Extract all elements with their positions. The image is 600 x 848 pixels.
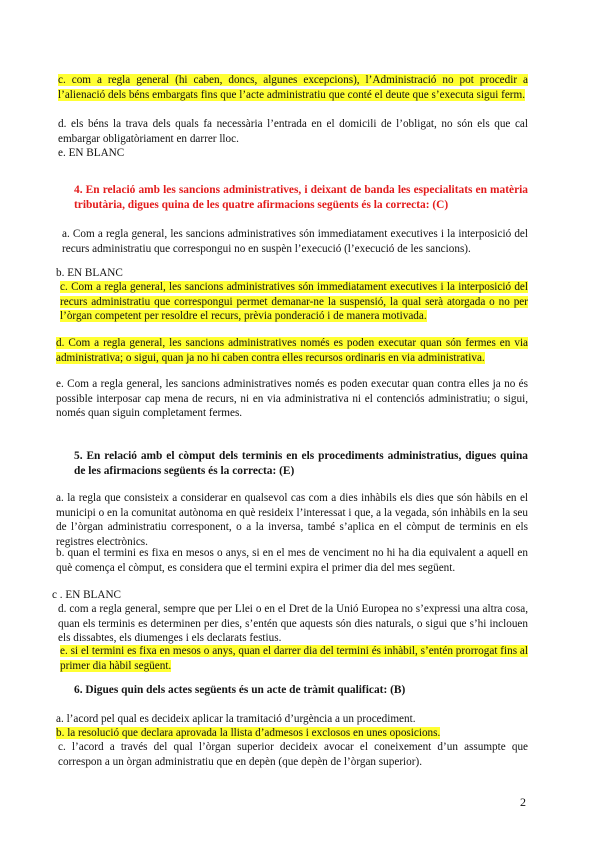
- option-text: la resolució que declara aprovada la llista d’admesos i exclosos en unes oposicions.: [67, 727, 441, 739]
- option-text: si el termini es fixa en mesos o anys, quan el darrer dia del termini és inhàbil, s’entén prorrogat fins al primer dia hàbil següent.: [60, 645, 529, 672]
- option-text: l’acord pel qual es decideix aplicar la tramitació d’urgència a un procediment.: [66, 713, 416, 725]
- option-text: EN BLANC: [67, 267, 123, 279]
- option-label: e.: [58, 147, 66, 159]
- option-text: la regla que consisteix a considerar en qualsevol cas com a dies inhàbils els dies que són hàbils en el municipi o en la comunitat autònoma en què resideix l’interessat i que, a la vegada, són inhàbils en la seu de l’òrgan administratiu corresponent, o a la inversa, també s’aplica en el còmput de terminis en els registres electrònics.: [56, 492, 529, 548]
- q4-option-b: [56, 266, 526, 281]
- q4-option-c: [60, 280, 528, 324]
- q4-option-e: [56, 377, 528, 421]
- option-text: Com a regla general, les sancions administratives són immediatament executives i la interposició del recurs administratiu que correspongui no en suspèn l’execució (l’execució de les sancions).: [62, 228, 528, 255]
- page-number: 2: [520, 795, 526, 809]
- option-label: c.: [58, 741, 66, 753]
- q6-option-c: [58, 740, 528, 769]
- option-label: b.: [56, 547, 65, 559]
- q5-option-c: [52, 588, 522, 603]
- highlight: [60, 645, 528, 672]
- highlight: [56, 337, 528, 364]
- option-text: EN BLANC: [65, 589, 121, 601]
- option-text: com a regla general (hi caben, doncs, algunes excepcions), l’Administració no pot procedir a l’alienació dels béns embargats fins que l’acte administratiu que conté el deute que s’executa sigui ferm.: [58, 74, 528, 101]
- q5-option-a: [56, 491, 528, 549]
- option-text: l’acord a través del qual l’òrgan superior decideix avocar el coneixement d’un assumpte que correspon a un òrgan administratiu que en depèn (que depèn de l’òrgan superior).: [58, 741, 528, 768]
- highlight: [60, 281, 528, 322]
- option-label: a.: [56, 492, 64, 504]
- option-label: c.: [58, 74, 66, 86]
- option-text: com a regla general, sempre que per Llei o en el Dret de la Unió Europea no s’expressi una altra cosa, quan els terminis es determinen per dies, s’entén que aquests són dies naturals, o sigui que s’hi inclouen els dissabtes, els diumenges i els declarats festius.: [58, 603, 529, 645]
- question-4-title: 4. En relació amb les sancions administratives, i deixant de banda les especialitats en matèria tributària, digues quina de les quatre afirmacions següents és la correcta: (C): [74, 184, 528, 211]
- option-label: d.: [56, 337, 65, 349]
- q4-option-d: [56, 336, 528, 365]
- option-label: c.: [60, 281, 68, 293]
- option-label: b.: [56, 267, 65, 279]
- q3-option-e: [58, 146, 528, 161]
- option-label: e.: [56, 378, 64, 390]
- q4-option-a: [62, 227, 528, 256]
- option-text: els béns la trava dels quals fa necessària l’entrada en el domicili de l’obligat, no són els que cal embargar obligatòriament en darrer lloc.: [58, 118, 528, 145]
- option-label: d.: [58, 118, 67, 130]
- option-text: EN BLANC: [68, 147, 125, 159]
- option-label: c .: [52, 589, 63, 601]
- q3-option-d: [58, 117, 528, 146]
- option-label: a.: [62, 228, 70, 240]
- question-6-title: 6. Digues quin dels actes següents és un acte de tràmit qualificat: (B): [74, 684, 406, 696]
- option-text: Com a regla general, les sancions administratives només es poden executar quan són fermes en via administrativa; o sigui, quan ja no hi caben contra elles recursos ordinaris en via administrativa.: [56, 337, 529, 364]
- q3-option-c: [58, 73, 528, 102]
- q5-option-b: [56, 546, 528, 575]
- option-text: Com a regla general, les sancions administratives són immediatament executives i la interposició del recurs administratiu que correspongui permet demanar-ne la suspensió, la qual serà atorgada o no per l’òrgan competent per resoldre el recurs, prèvia ponderació i de manera motivada.: [60, 281, 528, 323]
- option-label: a.: [56, 713, 64, 725]
- q5-option-d: [58, 602, 528, 646]
- q6-option-b: [56, 726, 528, 741]
- q6-option-a: [56, 712, 528, 727]
- highlight: [56, 727, 440, 739]
- option-label: b.: [56, 727, 65, 739]
- q5-option-e: [60, 644, 528, 673]
- question-5-title: 5. En relació amb el còmput dels terminis en els procediments administratius, digues quina de les afirmacions següents és la correcta: (E): [74, 450, 528, 477]
- option-text: quan el termini es fixa en mesos o anys, si en el mes de venciment no hi ha dia equivalent a aquell en què comença el còmput, es considera que el termini expira el primer dia del mes següent.: [56, 547, 528, 574]
- highlight: [58, 74, 528, 101]
- option-text: Com a regla general, les sancions administratives només es poden executar quan contra elles ja no és possible interposar cap mena de recurs, ni en via administrativa ni el contenciós administratiu; o sigui, només quan siguin completament fermes.: [56, 378, 529, 420]
- option-label: d.: [58, 603, 67, 615]
- option-label: e.: [60, 645, 68, 657]
